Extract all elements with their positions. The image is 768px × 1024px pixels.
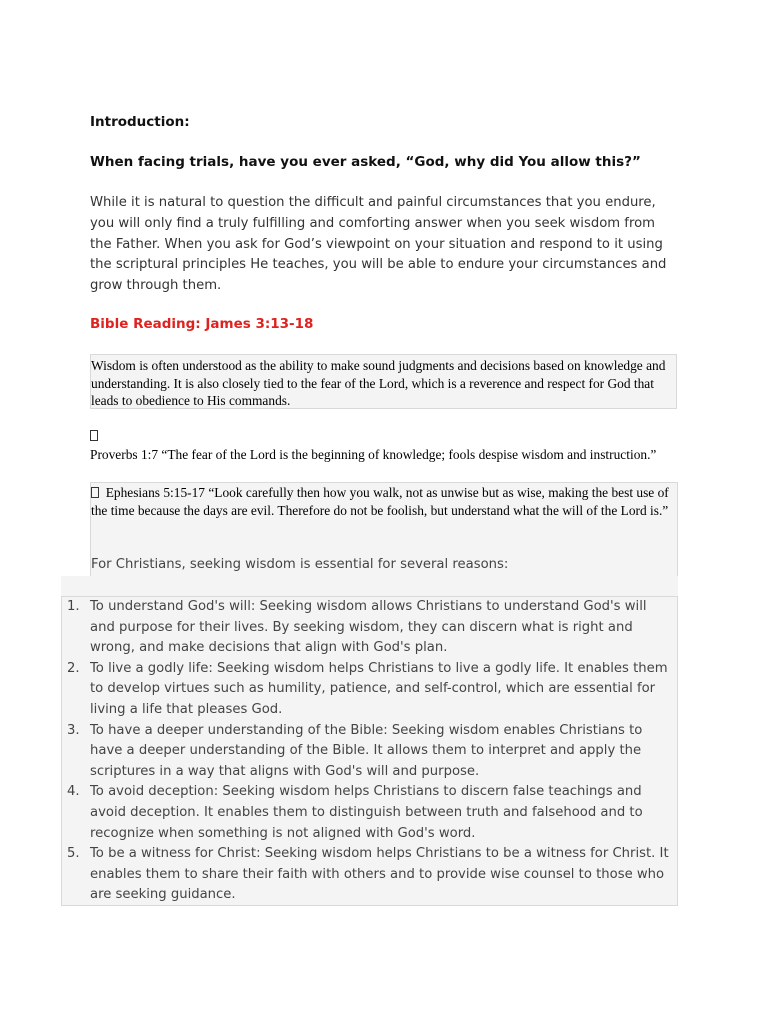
reasons-list-block xyxy=(61,596,678,906)
reason-number: 2. xyxy=(67,660,80,676)
reason-number: 1. xyxy=(67,599,80,614)
intro-paragraph: While it is natural to question the difficult and painful circumstances that you endure, you will only find a truly fulfilling and comforting answer when you seek wisdom from the Father. When you ask for God’s viewpoint on your situation and respond to it using the scriptural principles He teaches, you will be able to endure your circumstances and grow through them. xyxy=(90,195,667,294)
reason-text: To live a godly life: Seeking wisdom helps Christians to live a godly life. It enables them to develop virtues such as humility, patience, and self-control, which are essential for living a life that pleases God. xyxy=(90,660,668,717)
proverbs-quote: Proverbs 1:7 “The fear of the Lord is the beginning of knowledge; fools despise wisdom and instruction.” xyxy=(90,447,657,462)
reason-text: To avoid deception: Seeking wisdom helps Christians to discern false teachings and avoid deception. It enables them to distinguish between truth and falsehood and to recognize when something is not aligned with God's word. xyxy=(90,784,643,841)
missing-glyph-box-icon xyxy=(91,487,99,498)
reasons-intro: For Christians, seeking wisdom is essential for several reasons: xyxy=(91,557,509,572)
reasons-list xyxy=(62,597,677,906)
reason-item xyxy=(62,597,677,659)
ephesians-line xyxy=(91,483,677,519)
intro-heading: Introduction: xyxy=(90,114,190,130)
missing-glyph-box-icon xyxy=(90,430,98,441)
reason-item xyxy=(62,782,677,844)
reason-text: To have a deeper understanding of the Bible: Seeking wisdom enables Christians to have a deeper understanding of the Bible. It allows them to interpret and apply the scriptures in a way that aligns with God's will and purpose. xyxy=(90,722,643,779)
reason-number: 5. xyxy=(67,846,80,862)
reason-text: To understand God's will: Seeking wisdom allows Christians to understand God's will and purpose for their lives. By seeking wisdom, they can discern what is right and wrong, and make decisions that align with God's plan. xyxy=(90,599,647,656)
ephesians-block xyxy=(90,482,678,577)
reason-item xyxy=(62,659,677,721)
ephesians-quote: Ephesians 5:15-17 “Look carefully then how you walk, not as unwise but as wise, making the best use of the time because the days are evil. Therefore do not be foolish, but understand what the will of the Lord is.” xyxy=(91,485,669,518)
question-heading: When facing trials, have you ever asked, “God, why did You allow this?” xyxy=(90,154,641,170)
bullet-line xyxy=(90,428,98,444)
wisdom-definition-block xyxy=(90,354,677,409)
reason-item xyxy=(62,844,677,906)
reason-text: To be a witness for Christ: Seeking wisdom helps Christians to be a witness for Christ. It enables them to share their faith with others and to provide wise counsel to those who are seeking guidance. xyxy=(90,846,669,903)
list-spacer-band xyxy=(61,576,678,596)
reason-item xyxy=(62,721,677,783)
wisdom-paragraph: Wisdom is often understood as the ability to make sound judgments and decisions based on knowledge and understanding. It is also closely tied to the fear of the Lord, which is a reverence and respect for God that leads to obedience to His commands. xyxy=(91,358,666,409)
reason-number: 3. xyxy=(67,722,80,738)
bible-reading-heading: Bible Reading: James 3:13-18 xyxy=(90,316,314,332)
reason-number: 4. xyxy=(67,784,80,800)
